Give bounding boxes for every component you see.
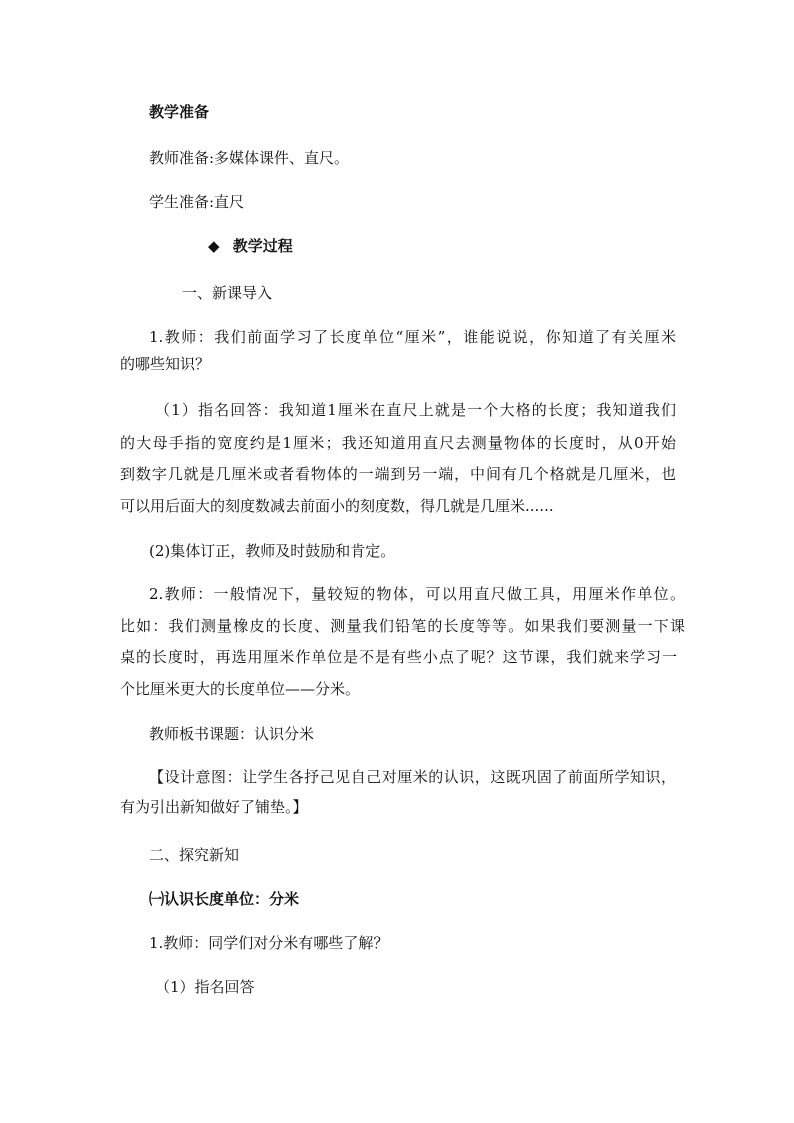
paragraph-line: 1.教师：同学们对分米有哪些了解？ [149,934,389,952]
teacher-preparation: 教师准备:多媒体课件、直尺。 [149,149,350,167]
design-intent-line: 有为引出新知做好了铺垫。】 [120,798,308,816]
design-intent-line: 【设计意图：让学生各抒己见自己对厘米的认识，这既巩固了前面所学知识， [149,768,676,786]
section-explore-new-knowledge: 二、探究新知 [149,846,240,864]
paragraph-line: 教师板书课题：认识分米 [149,725,315,743]
paragraph-line: 到数字几就是几厘米或者看物体的一端到另一端，中间有几个格就是几厘米，也 [120,465,676,483]
paragraph-line: 2.教师：一般情况下，量较短的物体，可以用直尺做工具，用厘米作单位。 [149,585,685,603]
paragraph-line: 比如：我们测量橡皮的长度、测量我们铅笔的长度等等。如果我们要测量一下课 [120,617,685,635]
paragraph-line: (2)集体订正，教师及时鼓励和肯定。 [149,542,396,560]
teaching-process-title: 教学过程 [232,237,293,255]
paragraph-line: 1.教师：我们前面学习了长度单位“厘米”，谁能说说，你知道了有关厘米 [149,328,676,346]
diamond-bullet-icon: ◆ [208,237,220,255]
paragraph-line: 个比厘米更大的长度单位——分米。 [120,680,361,698]
section-new-lesson-intro: 一、新课导入 [182,284,273,302]
heading-teaching-preparation: 教学准备 [149,103,210,121]
heading-teaching-process [208,234,768,258]
paragraph-line: （1）指名回答：我知道1厘米在直尺上就是一个大格的长度；我知道我们 [155,401,676,419]
subsection-decimeter: ㈠认识长度单位：分米 [149,890,300,908]
student-preparation: 学生准备:直尺 [149,193,245,211]
paragraph-line: 可以用后面大的刻度数减去前面小的刻度数，得几就是几厘米...... [120,497,554,515]
paragraph-line: 桌的长度时，再选用厘米作单位是不是有些小点了呢？这节课，我们就来学习一 [120,648,677,666]
paragraph-line: 的大母手指的宽度约是1厘米；我还知道用直尺去测量物体的长度时，从0开始 [120,434,676,452]
paragraph-line: （1）指名回答 [155,978,255,996]
paragraph-line: 的哪些知识？ [120,355,211,373]
